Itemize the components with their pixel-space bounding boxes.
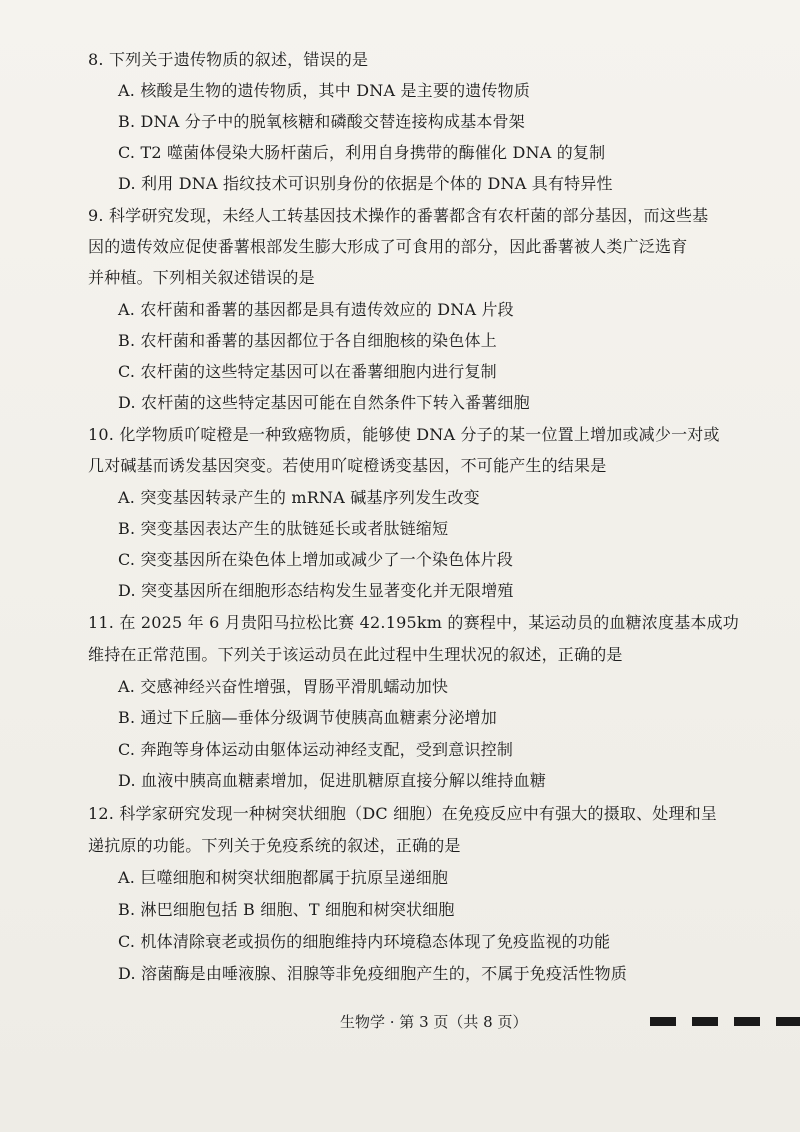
question-12-stem-line-2: 递抗原的功能。下列关于免疫系统的叙述，正确的是	[88, 836, 461, 855]
question-9-option-b: B. 农杆菌和番薯的基因都位于各自细胞核的染色体上	[118, 331, 497, 350]
question-12-stem-line-1: 12. 科学家研究发现一种树突状细胞（DC 细胞）在免疫反应中有强大的摄取、处理和呈	[88, 804, 718, 823]
question-9-option-c: C. 农杆菌的这些特定基因可以在番薯细胞内进行复制	[118, 362, 497, 381]
question-10-option-b: B. 突变基因表达产生的肽链延长或者肽链缩短	[118, 519, 449, 538]
alignment-marks	[650, 1017, 800, 1026]
question-8-option-a: A. 核酸是生物的遗传物质，其中 DNA 是主要的遗传物质	[118, 81, 531, 100]
alignment-mark	[776, 1017, 800, 1026]
question-8-option-c: C. T2 噬菌体侵染大肠杆菌后，利用自身携带的酶催化 DNA 的复制	[118, 143, 606, 162]
question-10-stem-line-1: 10. 化学物质吖啶橙是一种致癌物质，能够使 DNA 分子的某一位置上增加或减少一对或	[88, 425, 720, 444]
question-11-stem-line-1: 11. 在 2025 年 6 月贵阳马拉松比赛 42.195km 的赛程中，某运动员的血糖浓度基本成功	[88, 613, 739, 632]
question-11-option-a: A. 交感神经兴奋性增强，胃肠平滑肌蠕动加快	[118, 677, 449, 696]
question-12-option-b: B. 淋巴细胞包括 B 细胞、T 细胞和树突状细胞	[118, 900, 455, 919]
question-9-option-d: D. 农杆菌的这些特定基因可能在自然条件下转入番薯细胞	[118, 393, 530, 412]
question-9-stem-line-1: 9. 科学研究发现，未经人工转基因技术操作的番薯都含有农杆菌的部分基因，而这些基	[88, 206, 709, 225]
question-10-stem-line-2: 几对碱基而诱发基因突变。若使用吖啶橙诱变基因，不可能产生的结果是	[88, 456, 607, 475]
question-9-stem-line-3: 并种植。下列相关叙述错误的是	[88, 268, 315, 287]
question-11-option-c: C. 奔跑等身体运动由躯体运动神经支配，受到意识控制	[118, 740, 514, 759]
question-8-stem: 8. 下列关于遗传物质的叙述，错误的是	[88, 50, 369, 69]
question-11-stem-line-2: 维持在正常范围。下列关于该运动员在此过程中生理状况的叙述，正确的是	[88, 645, 623, 664]
alignment-mark	[734, 1017, 760, 1026]
question-12-option-a: A. 巨噬细胞和树突状细胞都属于抗原呈递细胞	[118, 868, 449, 887]
alignment-mark	[650, 1017, 676, 1026]
question-9-stem-line-2: 因的遗传效应促使番薯根部发生膨大形成了可食用的部分，因此番薯被人类广泛选育	[88, 237, 688, 256]
alignment-mark	[692, 1017, 718, 1026]
question-9-option-a: A. 农杆菌和番薯的基因都是具有遗传效应的 DNA 片段	[118, 300, 514, 319]
question-11-option-d: D. 血液中胰高血糖素增加，促进肌糖原直接分解以维持血糖	[118, 771, 547, 790]
question-12-option-d: D. 溶菌酶是由唾液腺、泪腺等非免疫细胞产生的，不属于免疫活性物质	[118, 964, 628, 983]
page-number-footer: 生物学 · 第 3 页（共 8 页）	[340, 1013, 528, 1031]
question-10-option-c: C. 突变基因所在染色体上增加或减少了一个染色体片段	[118, 550, 514, 569]
question-8-option-b: B. DNA 分子中的脱氧核糖和磷酸交替连接构成基本骨架	[118, 112, 525, 131]
question-10-option-d: D. 突变基因所在细胞形态结构发生显著变化并无限增殖	[118, 581, 514, 600]
question-12-option-c: C. 机体清除衰老或损伤的细胞维持内环境稳态体现了免疫监视的功能	[118, 932, 611, 951]
question-11-option-b: B. 通过下丘脑—垂体分级调节使胰高血糖素分泌增加	[118, 708, 497, 727]
question-8-option-d: D. 利用 DNA 指纹技术可识别身份的依据是个体的 DNA 具有特异性	[118, 174, 613, 193]
question-10-option-a: A. 突变基因转录产生的 mRNA 碱基序列发生改变	[118, 488, 480, 507]
